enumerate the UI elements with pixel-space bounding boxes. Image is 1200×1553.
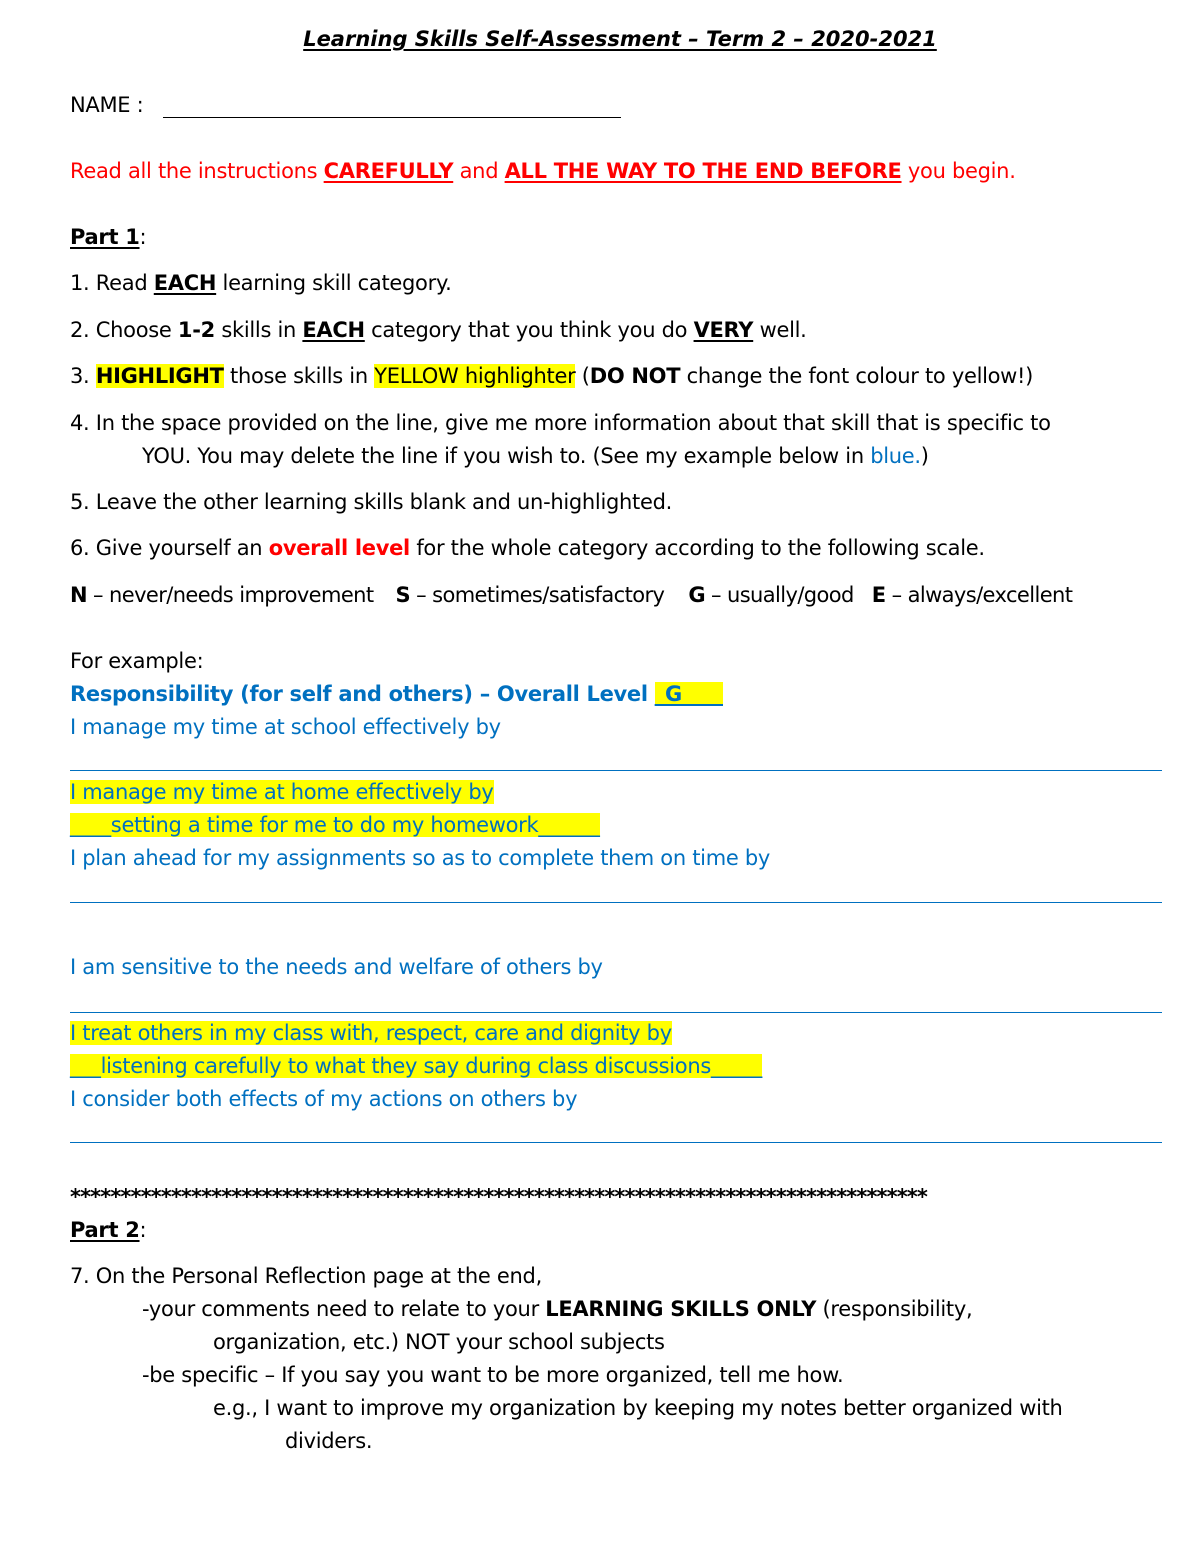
example-line-school: I manage my time at school effectively by — [70, 715, 501, 739]
step-7-line2: -your comments need to relate to your LEARNING SKILLS ONLY (responsibility, — [142, 1297, 973, 1321]
name-label: NAME : — [70, 93, 144, 117]
example-line-home: I manage my time at home effectively by — [70, 780, 494, 804]
example-heading: Responsibility (for self and others) – Overall Level _G____ — [70, 682, 723, 706]
section-divider-stars: ************************************************************************************* — [70, 1185, 927, 1209]
answer-line[interactable] — [70, 902, 1162, 903]
answer-line[interactable] — [70, 770, 1162, 771]
rating-scale: N – never/needs improvement S – sometimes/satisfactory G – usually/good E – always/excellent — [70, 583, 1073, 607]
page-title: Learning Skills Self-Assessment – Term 2 – 2020-2021 — [303, 27, 937, 51]
example-answer-listening: ___listening carefully to what they say during class discussions_____ — [70, 1054, 763, 1078]
step-1: 1. Read EACH learning skill category. — [70, 271, 452, 295]
name-blank-line[interactable] — [163, 117, 621, 118]
step-4-line1: 4. In the space provided on the line, give me more information about that skill that is specific to — [70, 411, 1051, 435]
example-line-treat: I treat others in my class with, respect, care and dignity by — [70, 1021, 672, 1045]
example-answer-homework: ____setting a time for me to do my homework______ — [70, 813, 600, 837]
example-intro: For example: — [70, 649, 204, 673]
step-7-line1: 7. On the Personal Reflection page at the end, — [70, 1264, 542, 1288]
instructions-warning: Read all the instructions CAREFULLY and ALL THE WAY TO THE END BEFORE you begin. — [70, 159, 1016, 183]
step-7-line6: dividers. — [285, 1429, 373, 1453]
example-line-consider: I consider both effects of my actions on others by — [70, 1087, 578, 1111]
answer-line[interactable] — [70, 1142, 1162, 1143]
step-7-line5: e.g., I want to improve my organization by keeping my notes better organized with — [213, 1396, 1063, 1420]
step-2: 2. Choose 1-2 skills in EACH category that you think you do VERY well. — [70, 318, 807, 342]
example-line-plan: I plan ahead for my assignments so as to complete them on time by — [70, 846, 771, 870]
step-3: 3. HIGHLIGHT those skills in YELLOW highlighter (DO NOT change the font colour to yellow!) — [70, 364, 1034, 388]
step-7-line4: -be specific – If you say you want to be more organized, tell me how. — [142, 1363, 844, 1387]
example-line-sensitive: I am sensitive to the needs and welfare of others by — [70, 955, 603, 979]
part1-heading: Part 1: — [70, 225, 147, 249]
step-7-line3: organization, etc.) NOT your school subjects — [213, 1330, 665, 1354]
step-5: 5. Leave the other learning skills blank and un-highlighted. — [70, 490, 672, 514]
part2-heading: Part 2: — [70, 1218, 147, 1242]
step-4-line2: YOU. You may delete the line if you wish to. (See my example below in blue.) — [142, 444, 929, 468]
step-6: 6. Give yourself an overall level for the whole category according to the following scale. — [70, 536, 985, 560]
answer-line[interactable] — [70, 1012, 1162, 1013]
